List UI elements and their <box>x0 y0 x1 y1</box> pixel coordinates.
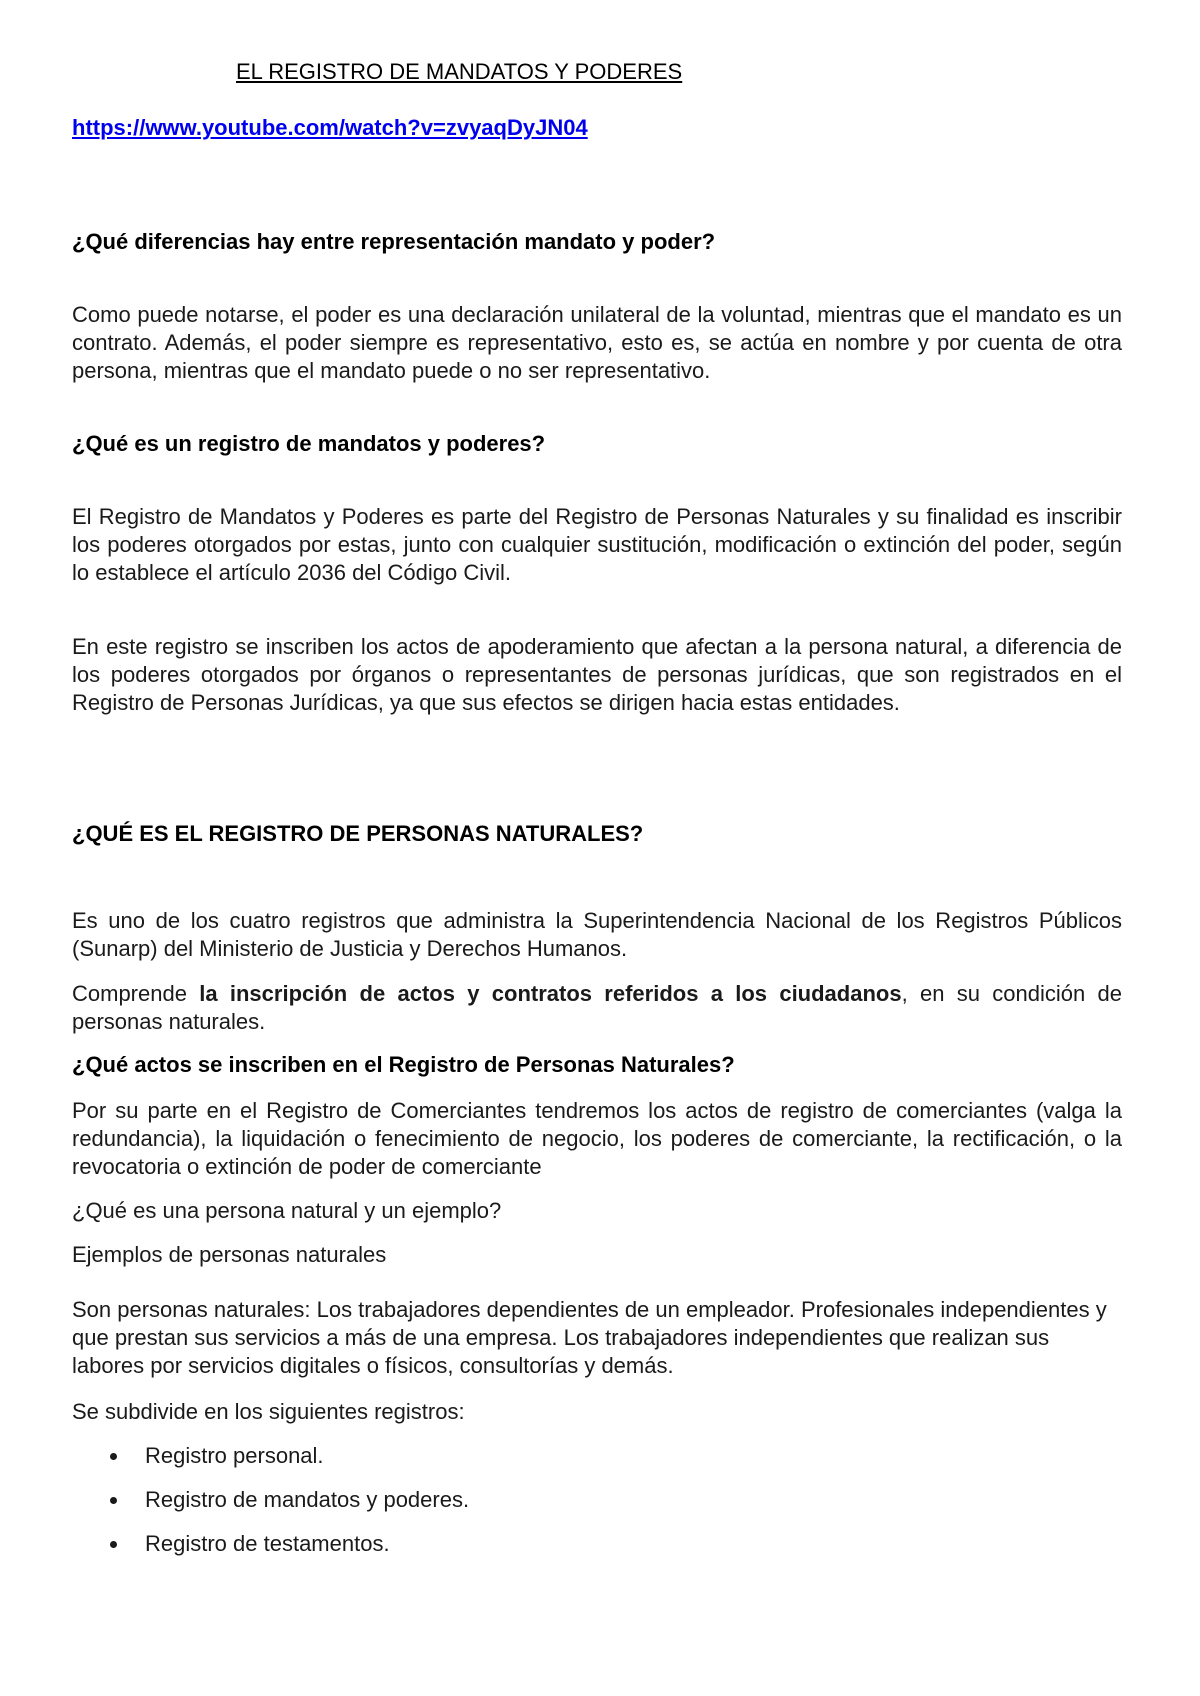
registros-list <box>72 1442 469 1574</box>
bullet-icon <box>110 1541 117 1548</box>
heading-registro-mandatos: ¿Qué es un registro de mandatos y poderes? <box>72 431 546 456</box>
list-item-label: Registro de testamentos. <box>145 1531 390 1556</box>
comprende-suffix: , en su condición de personas naturales. <box>72 981 1122 1034</box>
heading-diferencias: ¿Qué diferencias hay entre representación mandato y poder? <box>72 229 716 254</box>
paragraph-comprende <box>72 980 1122 1036</box>
list-item-label: Registro personal. <box>145 1443 324 1468</box>
paragraph-comerciantes: Por su parte en el Registro de Comerciantes tendremos los actos de registro de comerciantes (valga la redundancia), la liquidación o fenecimiento de negocio, los poderes de comerciante, la rectificación, o la revocatoria o extinción de poder de comerciante <box>72 1098 1122 1179</box>
paragraph-ejemplos: Ejemplos de personas naturales <box>72 1242 387 1267</box>
paragraph-persona-natural-question: ¿Qué es una persona natural y un ejemplo? <box>72 1198 502 1223</box>
bullet-icon <box>110 1497 117 1504</box>
list-item-label: Registro de mandatos y poderes. <box>145 1487 470 1512</box>
comprende-prefix: Comprende <box>72 981 200 1006</box>
paragraph-actos-apoderamiento: En este registro se inscriben los actos de apoderamiento que afectan a la persona natural, a diferencia de los poderes otorgados por órganos o representantes de personas jurídicas, que son registrados en el Registro de Personas Jurídicas, ya que sus efectos se dirigen hacia estas entidades. <box>72 634 1122 715</box>
list-item <box>72 1530 469 1558</box>
list-item <box>72 1486 469 1514</box>
list-item <box>72 1442 469 1470</box>
youtube-link[interactable]: https://www.youtube.com/watch?v=zvyaqDyJN04 <box>72 115 588 140</box>
comprende-bold-text: la inscripción de actos y contratos referidos a los ciudadanos <box>199 981 902 1006</box>
bullet-icon <box>110 1453 117 1460</box>
paragraph-registro-mandatos: El Registro de Mandatos y Poderes es parte del Registro de Personas Naturales y su finalidad es inscribir los poderes otorgados por estas, junto con cualquier sustitución, modificación o extinción del poder, según lo establece el artículo 2036 del Código Civil. <box>72 504 1122 585</box>
paragraph-sunarp: Es uno de los cuatro registros que administra la Superintendencia Nacional de los Registros Públicos (Sunarp) del Ministerio de Justicia y Derechos Humanos. <box>72 908 1122 961</box>
paragraph-subdivide: Se subdivide en los siguientes registros: <box>72 1399 465 1424</box>
document-title: EL REGISTRO DE MANDATOS Y PODERES <box>236 59 683 84</box>
paragraph-diferencias: Como puede notarse, el poder es una declaración unilateral de la voluntad, mientras que el mandato es un contrato. Además, el poder siempre es representativo, esto es, se actúa en nombre y por cuenta de otra persona, mientras que el mandato puede o no ser representativo. <box>72 302 1122 383</box>
heading-personas-naturales: ¿QUÉ ES EL REGISTRO DE PERSONAS NATURALES? <box>72 821 644 846</box>
heading-actos-inscriben: ¿Qué actos se inscriben en el Registro de Personas Naturales? <box>72 1052 735 1077</box>
paragraph-son-personas-naturales: Son personas naturales: Los trabajadores dependientes de un empleador. Profesionales independientes y que prestan sus servicios a más de una empresa. Los trabajadores independientes que realizan sus labores por servicios digitales o físicos, consultorías y demás. <box>72 1297 1107 1378</box>
